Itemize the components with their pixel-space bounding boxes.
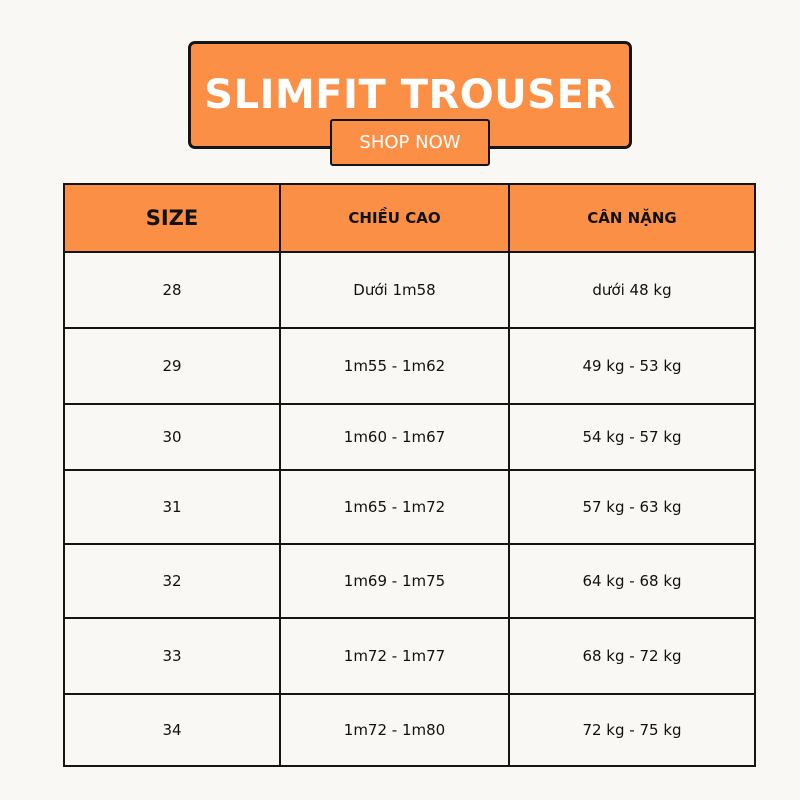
table-header-row [64,184,755,252]
cell-weight: dưới 48 kg [509,252,755,328]
cell-weight: 54 kg - 57 kg [509,404,755,470]
cell-height: 1m72 - 1m77 [280,618,509,694]
cell-weight: 64 kg - 68 kg [509,544,755,618]
header-size: SIZE [64,184,280,252]
cell-size: 29 [64,328,280,404]
header-height: CHIỀU CAO [280,184,509,252]
cell-size: 32 [64,544,280,618]
cell-height: Dưới 1m58 [280,252,509,328]
cell-height: 1m55 - 1m62 [280,328,509,404]
cell-weight: 72 kg - 75 kg [509,694,755,766]
table-row [64,252,755,328]
table-row [64,404,755,470]
table-row [64,328,755,404]
cell-height: 1m65 - 1m72 [280,470,509,544]
table-row [64,694,755,766]
table-row [64,618,755,694]
cell-size: 31 [64,470,280,544]
cell-height: 1m60 - 1m67 [280,404,509,470]
page-title: SLIMFIT TROUSER [204,72,616,118]
table-row [64,544,755,618]
cell-weight: 57 kg - 63 kg [509,470,755,544]
size-chart-table [63,183,756,767]
cell-height: 1m69 - 1m75 [280,544,509,618]
shop-now-button[interactable]: SHOP NOW [330,119,490,166]
cell-height: 1m72 - 1m80 [280,694,509,766]
header-weight: CÂN NẶNG [509,184,755,252]
cell-size: 28 [64,252,280,328]
cell-weight: 68 kg - 72 kg [509,618,755,694]
table-row [64,470,755,544]
cell-size: 34 [64,694,280,766]
cell-weight: 49 kg - 53 kg [509,328,755,404]
table-body [64,252,755,766]
cell-size: 30 [64,404,280,470]
cell-size: 33 [64,618,280,694]
